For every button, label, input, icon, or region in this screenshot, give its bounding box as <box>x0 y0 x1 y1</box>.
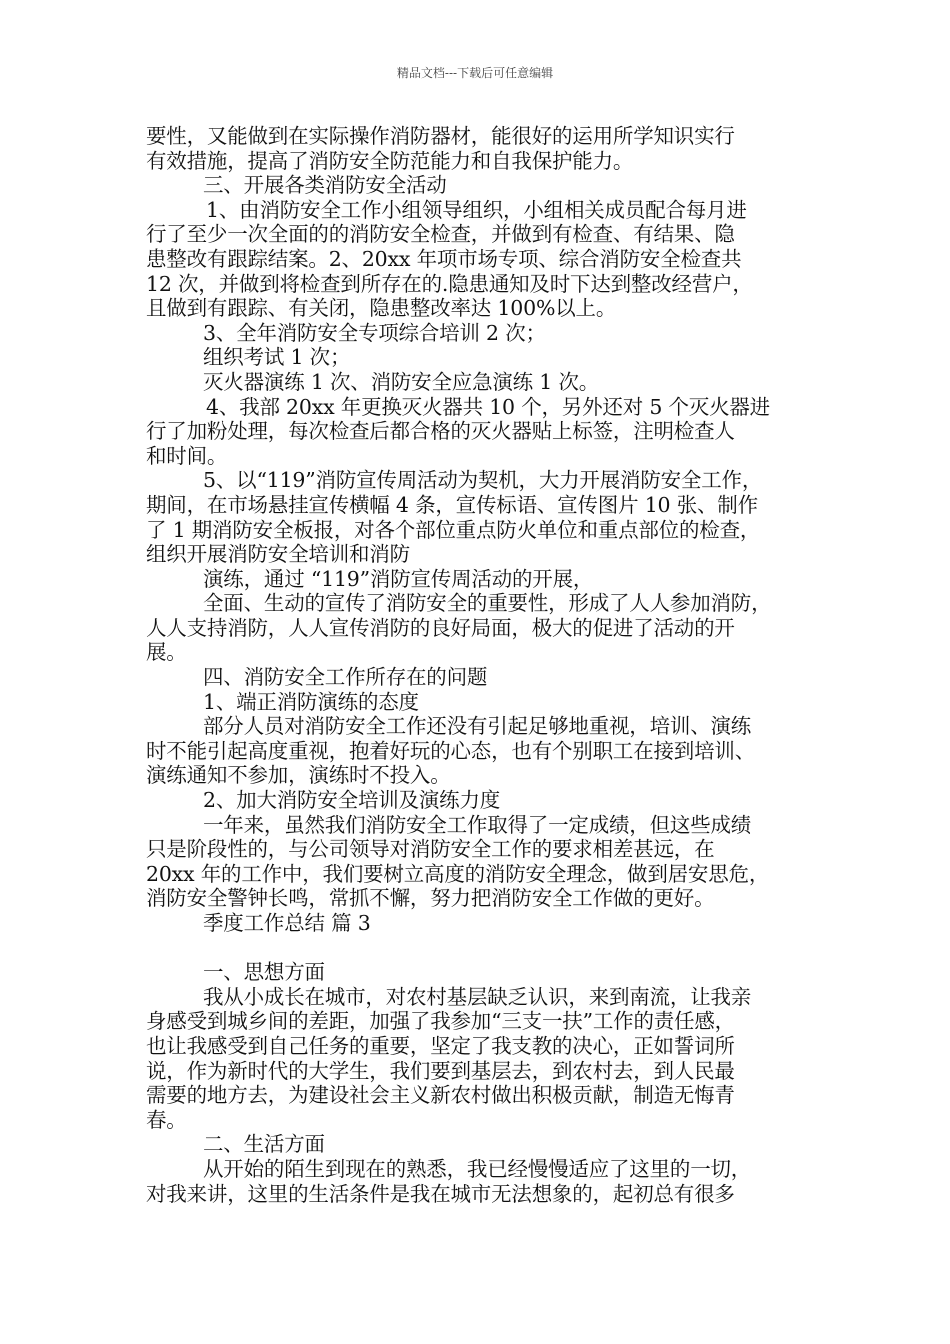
text-line: 和时间。 <box>146 443 228 468</box>
text-line: 行了至少一次全面的的消防安全检查，并做到有检查、有结果、隐 <box>146 222 735 247</box>
text-line: 春。 <box>146 1107 187 1132</box>
text-line: 时不能引起高度重视，抱着好玩的心态，也有个别职工在接到培训、 <box>146 738 755 763</box>
text-line: 只是阶段性的，与公司领导对消防安全工作的要求相差甚远，在 <box>146 837 715 862</box>
text-line: 演练，通过 “119”消防宣传周活动的开展， <box>203 566 594 591</box>
text-line: 全面、生动的宣传了消防安全的重要性，形成了人人参加消防， <box>203 591 772 616</box>
text-line: 要性，又能做到在实际操作消防器材，能很好的运用所学知识实行 <box>146 124 735 148</box>
text-line: 说，作为新时代的大学生，我们要到基层去，到农村去，到人民最 <box>146 1058 735 1083</box>
text-line: 3、全年消防安全专项综合培训 2 次； <box>203 320 546 345</box>
text-line: 需要的地方去，为建设社会主义新农村做出积极贡献，制造无悔青 <box>146 1083 735 1108</box>
text-line: 季度工作总结 篇 3 <box>203 911 371 935</box>
text-line: 了 1 期消防安全板报，对各个部位重点防火单位和重点部位的检查， <box>146 517 761 542</box>
text-line: 1、由消防安全工作小组领导组织，小组相关成员配合每月进 <box>206 197 747 222</box>
text-line: 消防安全警钟长鸣，常抓不懈，努力把消防安全工作做的更好。 <box>146 886 715 911</box>
text-line: 一年来，虽然我们消防安全工作取得了一定成绩，但这些成绩 <box>203 812 752 837</box>
text-line: 四、消防安全工作所存在的问题 <box>203 665 488 690</box>
text-line: 三、开展各类消防安全活动 <box>203 173 447 198</box>
page-header: 精品文档---下载后可任意编辑 <box>396 66 554 80</box>
text-line: 二、生活方面 <box>203 1132 325 1157</box>
text-line: 也让我感受到自己任务的重要，坚定了我支教的决心，正如誓词所 <box>146 1033 735 1058</box>
text-line: 部分人员对消防安全工作还没有引起足够地重视，培训、演练 <box>203 714 752 739</box>
text-line: 组织开展消防安全培训和消防 <box>146 542 410 567</box>
text-line: 患整改有跟踪结案。2、20xx 年项市场专项、综合消防安全检查共 <box>146 246 742 271</box>
text-line: 人人支持消防，人人宣传消防的良好局面，极大的促进了活动的开 <box>146 615 735 640</box>
text-line: 灭火器演练 1 次、消防安全应急演练 1 次。 <box>203 369 600 394</box>
text-line: 从开始的陌生到现在的熟悉，我已经慢慢适应了这里的一切， <box>203 1156 752 1181</box>
text-line: 对我来讲，这里的生活条件是我在城市无法想象的，起初总有很多 <box>146 1181 735 1206</box>
text-line: 20xx 年的工作中，我们要树立高度的消防安全理念，做到居安思危， <box>146 861 770 886</box>
text-line: 5、以“119”消防宣传周活动为契机，大力开展消防安全工作， <box>203 468 763 493</box>
text-line: 演练通知不参加，演练时不投入。 <box>146 763 451 788</box>
text-line: 一、思想方面 <box>203 960 325 985</box>
text-line: 展。 <box>146 640 187 665</box>
document-body <box>146 124 806 1206</box>
text-line: 身感受到城乡间的差距，加强了我参加“三支一扶”工作的责任感， <box>146 1009 735 1034</box>
text-line: 我从小成长在城市，对农村基层缺乏认识，来到南流，让我亲 <box>203 984 752 1009</box>
text-line: 行了加粉处理，每次检查后都合格的灭火器贴上标签，注明检查人 <box>146 419 735 444</box>
text-line: 期间，在市场悬挂宣传横幅 4 条，宣传标语、宣传图片 10 张、制作 <box>146 492 758 517</box>
blank-line <box>146 936 806 961</box>
text-line: 组织考试 1 次； <box>203 345 351 370</box>
text-line: 2、加大消防安全培训及演练力度 <box>203 788 501 813</box>
text-line: 4、我部 20xx 年更换灭火器共 10 个，另外还对 5 个灭火器进 <box>206 394 770 419</box>
text-line: 有效措施，提高了消防安全防范能力和自我保护能力。 <box>146 148 634 173</box>
text-line: 12 次，并做到将检查到所存在的.隐患通知及时下达到整改经营户， <box>146 271 753 296</box>
text-line: 1、端正消防演练的态度 <box>203 689 419 714</box>
text-line: 且做到有跟踪、有关闭，隐患整改率达 100%以上。 <box>146 296 617 321</box>
